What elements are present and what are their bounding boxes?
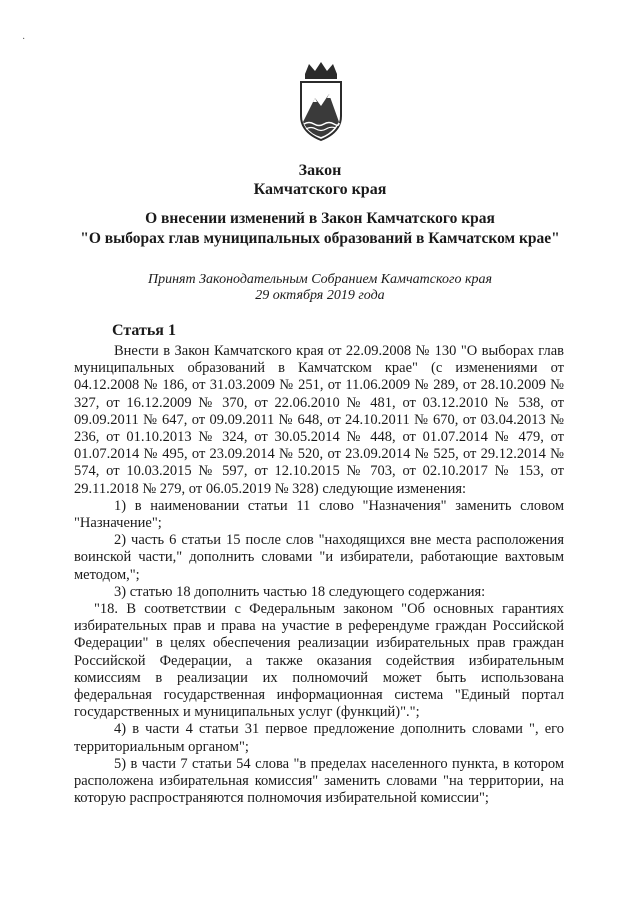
article-item: 1) в наименовании статьи 11 слово "Назначения" заменить словом "Назначение"; (74, 497, 564, 532)
document-subject-line2: "О выборах глав муниципальных образований в Камчатском крае" (80, 230, 560, 247)
article-item: 2) часть 6 статьи 15 после слов "находящихся вне места расположения воинской части," дополнить словами "и избиратели, работающие вахтовым методом,"; (74, 532, 564, 583)
document-title-region: Камчатского края (253, 181, 387, 198)
article-item: 3) статью 18 дополнить частью 18 следующего содержания: (114, 583, 486, 600)
coat-of-arms-emblem (295, 60, 347, 142)
adoption-statement: Принят Законодательным Собранием Камчатского края (147, 272, 493, 287)
document-title: Закон (298, 162, 342, 179)
adoption-date: 29 октября 2019 года (255, 288, 385, 303)
article-item: 4) в части 4 статьи 31 первое предложение дополнить словами ", его территориальным органом"; (74, 721, 564, 755)
corner-mark: · (22, 34, 26, 45)
article-quoted-paragraph: "18. В соответствии с Федеральным законом "Об основных гарантиях избирательных прав и права на участие в референдуме граждан Российской Федерации" в целях обеспечения реализации избирательных прав граждан Российской Федерации, а также оказания содействия избирательным комиссиям в реализации их полномочий может быть использована федеральная государственная информационная система "Единый портал государственных и муниципальных услуг (функций)"."; (74, 601, 564, 721)
article-body (74, 343, 564, 807)
article-heading: Статья 1 (112, 322, 176, 339)
document-subject-line1: О внесении изменений в Закон Камчатского края (145, 210, 495, 227)
article-item: 5) в части 7 статьи 54 слова "в пределах населенного пункта, в котором расположена избирательная комиссия" заменить словами "на территории, на которую распространяются полномочия избирательной комиссии"; (74, 755, 564, 807)
article-intro-paragraph: Внести в Закон Камчатского края от 22.09.2008 № 130 "О выборах глав муниципальных образований в Камчатском крае" (с изменениями от 04.12.2008 № 186, от 31.03.2009 № 251, от 11.06.2009 № 289, от 28.10.2009 № 327, от 16.12.2009 № 370, от 22.06.2010 № 481, от 03.12.2010 № 538, от 09.09.2011 № 647, от 09.09.2011 № 648, от 24.10.2011 № 670, от 03.04.2013 № 236, от 01.10.2013 № 324, от 30.05.2014 № 448, от 01.07.2014 № 479, от 01.07.2014 № 495, от 23.09.2014 № 520, от 23.09.2014 № 525, от 29.12.2014 № 574, от 10.03.2015 № 597, от 12.10.2015 № 703, от 02.10.2017 № 153, от 29.11.2018 № 279, от 06.05.2019 № 328) следующие изменения: (74, 343, 564, 497)
